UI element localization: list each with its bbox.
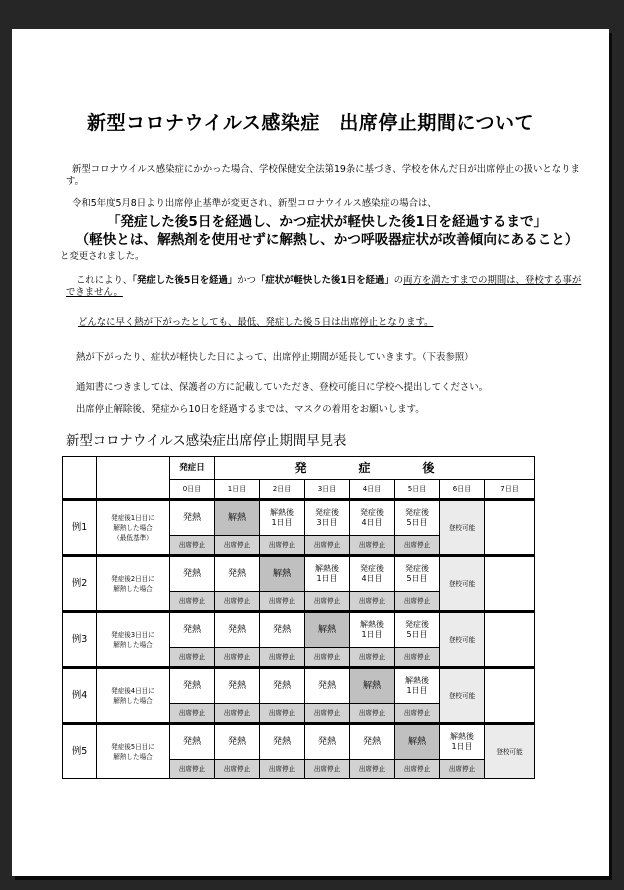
empty-cell	[485, 612, 535, 668]
after-count-cell: 解熱後 1日目	[440, 724, 485, 760]
day-header-3: 3日目	[305, 480, 350, 500]
attendance-stop-cell: 出席停止	[395, 536, 440, 556]
header-blank-example	[63, 457, 97, 500]
day-header-7: 7日目	[485, 480, 535, 500]
attendance-stop-cell: 出席停止	[305, 536, 350, 556]
empty-cell	[485, 668, 535, 724]
recovered-cell: 解熱	[215, 500, 260, 536]
after-count-cell: 解熱後 1日目	[305, 556, 350, 592]
after-count-cell: 発症後 5日目	[395, 612, 440, 648]
attendance-stop-cell: 出席停止	[350, 536, 395, 556]
attendance-stop-cell: 出席停止	[305, 648, 350, 668]
after-count-cell: 発症後 5日目	[395, 556, 440, 592]
condition-text-b: 「発症した後5日を経過」	[132, 275, 238, 286]
onset-header: 発症日	[170, 457, 215, 480]
attendance-stop-cell: 出席停止	[395, 648, 440, 668]
table-row	[63, 500, 535, 536]
attendance-stop-cell: 出席停止	[260, 648, 305, 668]
attendance-stop-cell: 出席停止	[350, 648, 395, 668]
fever-cell: 発熱	[170, 724, 215, 760]
empty-cell	[485, 556, 535, 612]
after-count-cell: 発症後 5日目	[395, 500, 440, 536]
empty-cell	[485, 500, 535, 556]
example-label: 例2	[63, 556, 97, 612]
attendance-stop-cell: 出席停止	[305, 704, 350, 724]
attendance-stop-cell: 出席停止	[170, 760, 215, 779]
after-count-cell: 解熱後 1日目	[350, 612, 395, 648]
attendance-stop-cell: 出席停止	[395, 760, 440, 779]
can-attend-cell: 登校可能	[440, 556, 485, 612]
fever-cell: 発熱	[305, 724, 350, 760]
attendance-stop-cell: 出席停止	[215, 648, 260, 668]
attendance-stop-cell: 出席停止	[260, 592, 305, 612]
extension-notice: 熱が下がったり、症状が軽快した日によって、出席停止期間が延長していきます。（下表参照）	[76, 352, 474, 363]
fever-cell: 発熱	[215, 612, 260, 648]
after-onset-header: 発 症 後	[215, 457, 535, 480]
day-header-2: 2日目	[260, 480, 305, 500]
attendance-stop-cell: 出席停止	[170, 536, 215, 556]
fever-cell: 発熱	[260, 668, 305, 704]
minimum-notice: どんなに早く熱が下がったとしても、最低、発症した後５日は出席停止となります。	[78, 317, 434, 328]
table-row	[63, 556, 535, 592]
criteria-line-1: 「発症した後5日を経過し、かつ症状が軽快した後1日を経過するまで」	[106, 214, 548, 230]
changed-suffix: と変更されました。	[60, 251, 145, 262]
example-condition: 発症後5日目に 解熱した場合	[97, 724, 170, 779]
page-title: 新型コロナウイルス感染症 出席停止期間について	[87, 112, 534, 134]
attendance-stop-cell: 出席停止	[305, 760, 350, 779]
example-condition: 発症後3日目に 解熱した場合	[97, 612, 170, 668]
condition-text-f: 両方を満たすまでの期間は、登校する事ができません。	[66, 275, 582, 298]
attendance-stop-cell: 出席停止	[395, 704, 440, 724]
day-header-0: 0日目	[170, 480, 215, 500]
attendance-stop-cell: 出席停止	[395, 592, 440, 612]
example-label: 例5	[63, 724, 97, 779]
attendance-stop-cell: 出席停止	[215, 536, 260, 556]
day-header-5: 5日目	[395, 480, 440, 500]
example-label: 例3	[63, 612, 97, 668]
example-label: 例1	[63, 500, 97, 556]
attendance-stop-cell: 出席停止	[170, 648, 215, 668]
submission-notice: 通知書につきましては、保護者の方に記載していただき、登校可能日に学校へ提出してください。	[76, 382, 488, 393]
attendance-stop-cell: 出席停止	[170, 704, 215, 724]
table-title: 新型コロナウイルス感染症出席停止期間早見表	[66, 434, 347, 449]
example-condition: 発症後4日目に 解熱した場合	[97, 668, 170, 724]
can-attend-cell: 登校可能	[440, 500, 485, 556]
attendance-stop-cell: 出席停止	[260, 536, 305, 556]
fever-cell: 発熱	[215, 724, 260, 760]
document-page	[12, 29, 609, 876]
attendance-stop-cell: 出席停止	[305, 592, 350, 612]
quick-reference-table	[62, 456, 535, 779]
can-attend-cell: 登校可能	[485, 724, 535, 779]
condition-text-e: の	[393, 275, 404, 286]
intro-paragraph: 新型コロナウイルス感染症にかかった場合、学校保健安全法第19条に基づき、学校を休んだ日が出席停止の扱いとなります。	[66, 164, 580, 187]
table-row	[63, 612, 535, 648]
attendance-stop-cell: 出席停止	[215, 704, 260, 724]
fever-cell: 発熱	[170, 612, 215, 648]
recovered-cell: 解熱	[350, 668, 395, 704]
attendance-stop-cell: 出席停止	[260, 760, 305, 779]
attendance-stop-cell: 出席停止	[260, 704, 305, 724]
after-count-cell: 発症後 4日目	[350, 556, 395, 592]
condition-text-d: 「症状が軽快した後1日を経過」	[256, 275, 394, 286]
criteria-line-2: （軽快とは、解熱剤を使用せずに解熱し、かつ呼吸器症状が改善傾向にあること）	[75, 232, 579, 248]
attendance-stop-cell: 出席停止	[215, 760, 260, 779]
day-header-1: 1日目	[215, 480, 260, 500]
fever-cell: 発熱	[170, 556, 215, 592]
recovered-cell: 解熱	[395, 724, 440, 760]
condition-paragraph	[66, 275, 582, 299]
condition-text-c: かつ	[237, 275, 256, 286]
fever-cell: 発熱	[260, 724, 305, 760]
after-count-cell: 発症後 3日目	[305, 500, 350, 536]
after-count-cell: 解熱後 1日目	[395, 668, 440, 704]
day-header-4: 4日目	[350, 480, 395, 500]
fever-cell: 発熱	[215, 668, 260, 704]
fever-cell: 発熱	[170, 500, 215, 536]
fever-cell: 発熱	[260, 612, 305, 648]
attendance-stop-cell: 出席停止	[215, 592, 260, 612]
change-paragraph: 令和5年度5月8日より出席停止基準が変更され、新型コロナウイルス感染症の場合は、	[72, 198, 437, 209]
example-condition: 発症後1日目に 解熱した場合 （最低基準）	[97, 500, 170, 556]
example-condition: 発症後2日目に 解熱した場合	[97, 556, 170, 612]
condition-text-a: これにより、	[76, 275, 133, 286]
attendance-stop-cell: 出席停止	[350, 592, 395, 612]
attendance-stop-cell: 出席停止	[170, 592, 215, 612]
attendance-stop-cell: 出席停止	[350, 704, 395, 724]
attendance-stop-cell: 出席停止	[440, 760, 485, 779]
after-count-cell: 解熱後 1日目	[260, 500, 305, 536]
header-blank-condition	[97, 457, 170, 500]
fever-cell: 発熱	[305, 668, 350, 704]
recovered-cell: 解熱	[305, 612, 350, 648]
attendance-stop-cell: 出席停止	[350, 760, 395, 779]
fever-cell: 発熱	[350, 724, 395, 760]
can-attend-cell: 登校可能	[440, 668, 485, 724]
example-label: 例4	[63, 668, 97, 724]
mask-notice: 出席停止解除後、発症から10日を経過するまでは、マスクの着用をお願いします。	[76, 404, 425, 415]
fever-cell: 発熱	[170, 668, 215, 704]
table-row	[63, 724, 535, 760]
can-attend-cell: 登校可能	[440, 612, 485, 668]
after-count-cell: 発症後 4日目	[350, 500, 395, 536]
fever-cell: 発熱	[215, 556, 260, 592]
day-header-6: 6日目	[440, 480, 485, 500]
recovered-cell: 解熱	[260, 556, 305, 592]
table-row	[63, 668, 535, 704]
